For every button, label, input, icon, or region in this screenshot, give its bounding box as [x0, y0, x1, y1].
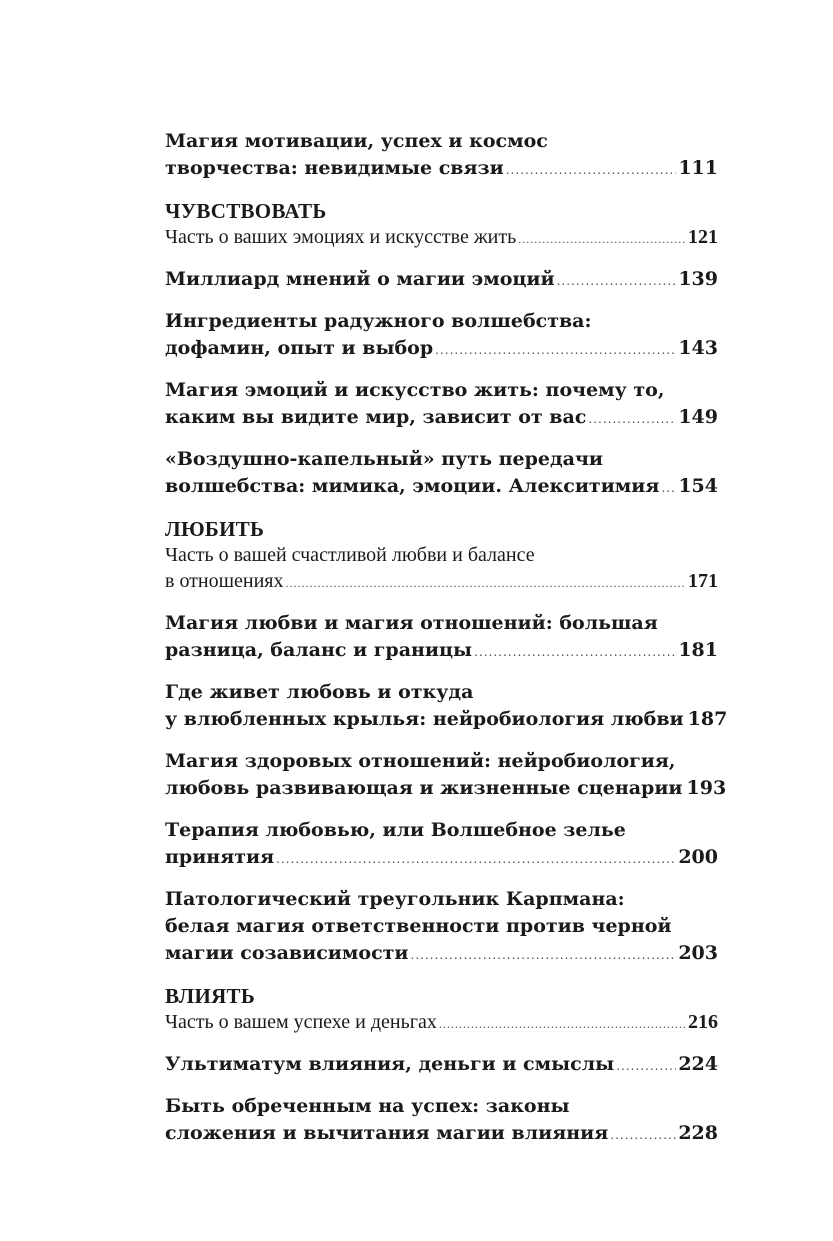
toc-entry [165, 266, 718, 295]
dot-leader [518, 226, 686, 252]
section-title: ЧУВСТВОВАТЬ [165, 199, 327, 223]
dot-leader [588, 406, 676, 433]
toc-entry [165, 1093, 718, 1149]
page-number: 154 [678, 475, 718, 497]
entry-title-line: дофамин, опыт и выбор [165, 337, 434, 359]
entry-title-line: «Воздушно-капельный» путь передачи [165, 448, 603, 470]
toc-entry [165, 610, 718, 666]
toc-entry [165, 886, 718, 969]
page-number: 203 [678, 942, 718, 964]
dot-leader [276, 846, 676, 873]
entry-title-line: Где живет любовь и откуда [165, 681, 474, 703]
toc-entry [165, 308, 718, 364]
page-number: 200 [678, 846, 718, 868]
entry-title-line: принятия [165, 846, 275, 868]
entry-last-line [165, 706, 728, 735]
entry-title-line: Часть о вашей счастливой любви и балансе [165, 544, 535, 566]
entry-last-line [165, 266, 718, 295]
page-number: 121 [688, 226, 718, 248]
page-number: 139 [678, 268, 718, 290]
dot-leader [610, 1122, 676, 1149]
toc-entry [165, 1051, 718, 1080]
dot-leader [439, 1011, 686, 1037]
dot-leader [557, 268, 677, 295]
entry-title-line: творчества: невидимые связи [165, 157, 504, 179]
entry-title-line: Магия эмоций и искусство жить: почему то, [165, 379, 665, 401]
dot-leader [506, 157, 677, 184]
entry-title-line: у влюбленных крылья: нейробиология любви [165, 708, 684, 730]
toc-entry [165, 128, 718, 184]
entry-title-line: Магия здоровых отношений: нейробиология, [165, 750, 676, 772]
entry-title-line: в отношениях [165, 570, 284, 592]
toc-entry [165, 542, 718, 596]
entry-last-line [165, 335, 718, 364]
toc-entry [165, 679, 728, 735]
toc-entry [165, 446, 718, 502]
table-of-contents [165, 128, 728, 1162]
entry-last-line [165, 568, 718, 596]
entry-title-line: Миллиард мнений о магии эмоций [165, 268, 555, 290]
section-title: ЛЮБИТЬ [165, 517, 265, 541]
entry-title-line: сложения и вычитания магии влияния [165, 1122, 609, 1144]
entry-title-line: Патологический треугольник Карпмана: [165, 888, 625, 910]
dot-leader [616, 1053, 676, 1080]
page-number: 143 [678, 337, 718, 359]
page-number: 187 [687, 708, 728, 730]
dot-leader [286, 570, 686, 596]
entry-last-line [165, 775, 727, 804]
entry-title-line: волшебства: мимика, эмоции. Алекситимия [165, 475, 660, 497]
entry-title-line: Часть о вашем успехе и деньгах [165, 1011, 437, 1033]
page-number: 216 [688, 1011, 718, 1033]
page-number: 181 [678, 639, 718, 661]
entry-title-line: Быть обреченным на успех: законы [165, 1095, 570, 1117]
page-number: 193 [686, 777, 727, 799]
toc-entry [165, 377, 718, 433]
page-number: 149 [678, 406, 718, 428]
toc-entry [165, 224, 718, 252]
entry-last-line [165, 637, 718, 666]
entry-last-line [165, 404, 718, 433]
page-number: 224 [678, 1053, 718, 1075]
dot-leader [411, 942, 677, 969]
entry-last-line [165, 1051, 718, 1080]
entry-title-line: Магия любви и магия отношений: большая [165, 612, 658, 634]
entry-title-line: белая магия ответственности против черной [165, 915, 672, 937]
dot-leader [661, 475, 676, 502]
entry-title-line: магии созависимости [165, 942, 409, 964]
entry-last-line [165, 155, 718, 184]
entry-last-line [165, 1009, 718, 1037]
entry-title-line: Терапия любовью, или Волшебное зелье [165, 819, 626, 841]
entry-last-line [165, 1120, 718, 1149]
entry-title-line: Магия мотивации, успех и космос [165, 130, 548, 152]
entry-title-line: разница, баланс и границы [165, 639, 473, 661]
toc-entry [165, 817, 718, 873]
entry-title-line: Ультиматум влияния, деньги и смыслы [165, 1053, 615, 1075]
entry-last-line [165, 844, 718, 873]
entry-title-line: каким вы видите мир, зависит от вас [165, 406, 587, 428]
entry-title-line: Ингредиенты радужного волшебства: [165, 310, 592, 332]
dot-leader [435, 337, 676, 364]
page-number: 228 [678, 1122, 718, 1144]
entry-title-line: любовь развивающая и жизненные сценарии [165, 777, 683, 799]
toc-entry [165, 748, 727, 804]
entry-last-line [165, 940, 718, 969]
page-number: 111 [678, 157, 718, 179]
section-title: ВЛИЯТЬ [165, 984, 256, 1008]
entry-last-line [165, 473, 718, 502]
dot-leader [474, 639, 676, 666]
toc-entry [165, 1009, 718, 1037]
entry-last-line [165, 224, 718, 252]
page-number: 171 [688, 570, 718, 592]
entry-title-line: Часть о ваших эмоциях и искусстве жить [165, 226, 517, 248]
